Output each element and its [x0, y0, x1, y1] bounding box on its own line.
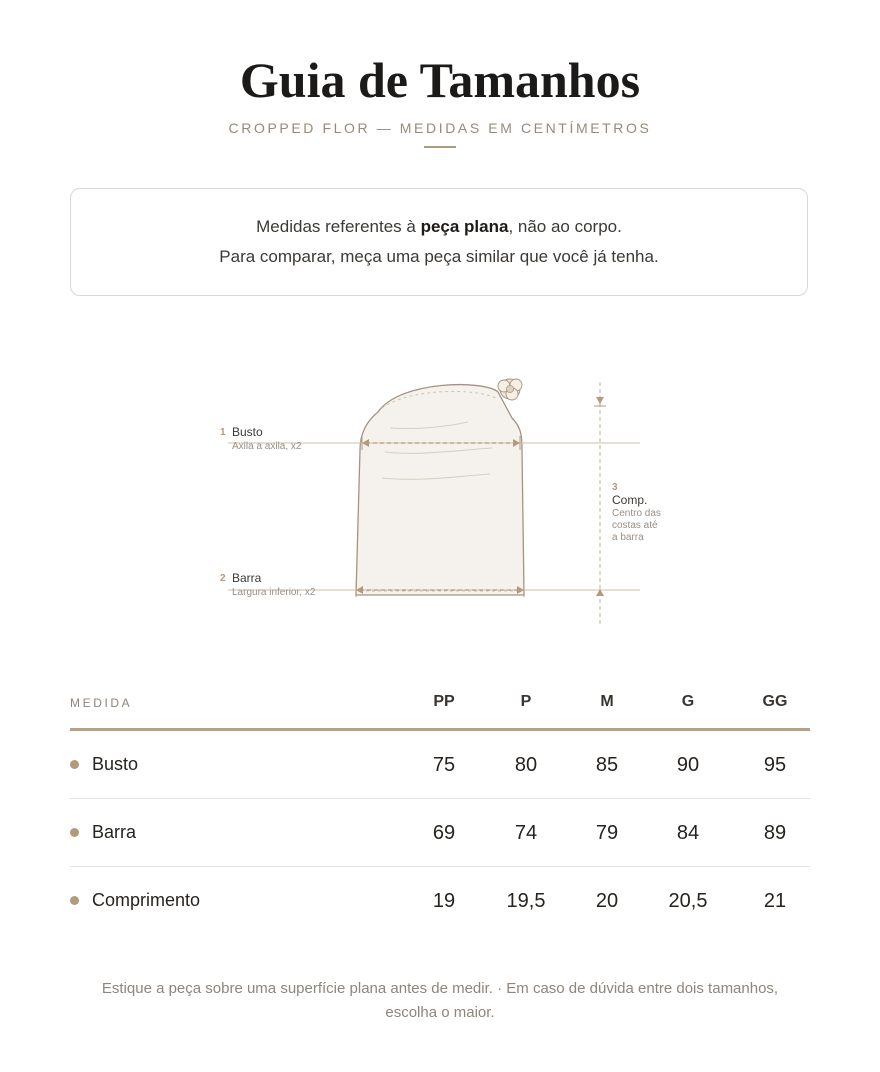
cell-busto-m: 85: [595, 754, 619, 776]
cell-barra-gg: 89: [763, 822, 787, 844]
row-label-barra: Barra: [92, 822, 137, 842]
barra-sublabel: Largura inferior, x2: [232, 587, 316, 598]
comp-sublabel-3: a barra: [612, 532, 644, 543]
measurement-note: [70, 188, 808, 296]
table-row-comprimento: [70, 867, 810, 934]
note-prefix: Medidas referentes à: [256, 217, 421, 236]
header-size-m: M: [600, 693, 614, 710]
note-suffix: , não ao corpo.: [508, 217, 622, 236]
cell-barra-m: 79: [595, 822, 619, 844]
bullet-dot: [70, 896, 79, 905]
busto-label: Busto: [232, 425, 263, 439]
cell-comp-m: 20: [595, 890, 619, 912]
garment-diagram: [200, 370, 680, 640]
cell-comp-pp: 19: [432, 890, 456, 912]
header-size-p: P: [520, 693, 532, 710]
cell-barra-p: 74: [514, 822, 538, 844]
page-subtitle: CROPPED FLOR — MEDIDAS EM CENTÍMETROS: [228, 120, 652, 136]
cell-barra-g: 84: [676, 822, 700, 844]
garment-shape: [356, 385, 524, 595]
row-label-busto: Busto: [92, 754, 139, 774]
header-medida: MEDIDA: [70, 696, 133, 710]
note-line-2: Para comparar, meça uma peça similar que você já tenha.: [219, 247, 659, 266]
barra-number: 2: [220, 573, 226, 584]
cell-busto-pp: 75: [432, 754, 456, 776]
comp-arrow-top: [596, 397, 604, 404]
header-size-gg: GG: [762, 693, 788, 710]
cell-busto-g: 90: [676, 754, 700, 776]
size-table-header: [70, 690, 810, 720]
header-size-pp: PP: [433, 693, 455, 710]
title-divider: [424, 146, 456, 148]
busto-number: 1: [220, 427, 226, 438]
note-line-1: [71, 217, 807, 237]
cell-barra-pp: 69: [432, 822, 456, 844]
cell-comp-gg: 21: [763, 890, 787, 912]
footer-note: [70, 977, 810, 1025]
row-label-comprimento: Comprimento: [92, 890, 201, 910]
garment-illustration: [200, 370, 680, 640]
busto-sublabel: Axila a axila, x2: [232, 441, 302, 452]
footer-line-1: Estique a peça sobre uma superfície plana antes de medir. · Em caso de dúvida entre dois tamanhos,: [101, 980, 779, 997]
table-row-barra: [70, 799, 810, 866]
comp-sublabel-1: Centro das: [612, 508, 661, 519]
comp-label: Comp.: [612, 493, 648, 507]
page-title: Guia de Tamanhos: [239, 52, 641, 108]
barra-label: Barra: [232, 571, 262, 585]
bullet-dot: [70, 828, 79, 837]
footer-line-2: escolha o maior.: [385, 1004, 495, 1021]
bullet-dot: [70, 760, 79, 769]
note-bold: peça plana: [420, 217, 509, 236]
cell-comp-p: 19,5: [506, 890, 546, 912]
table-row-busto: [70, 731, 810, 798]
cell-busto-p: 80: [514, 754, 538, 776]
cell-busto-gg: 95: [763, 754, 787, 776]
header-size-g: G: [681, 693, 695, 710]
cell-comp-g: 20,5: [668, 890, 708, 912]
flower-icon: [498, 379, 522, 400]
comp-number: 3: [612, 482, 618, 493]
comp-sublabel-2: costas até: [612, 520, 658, 531]
